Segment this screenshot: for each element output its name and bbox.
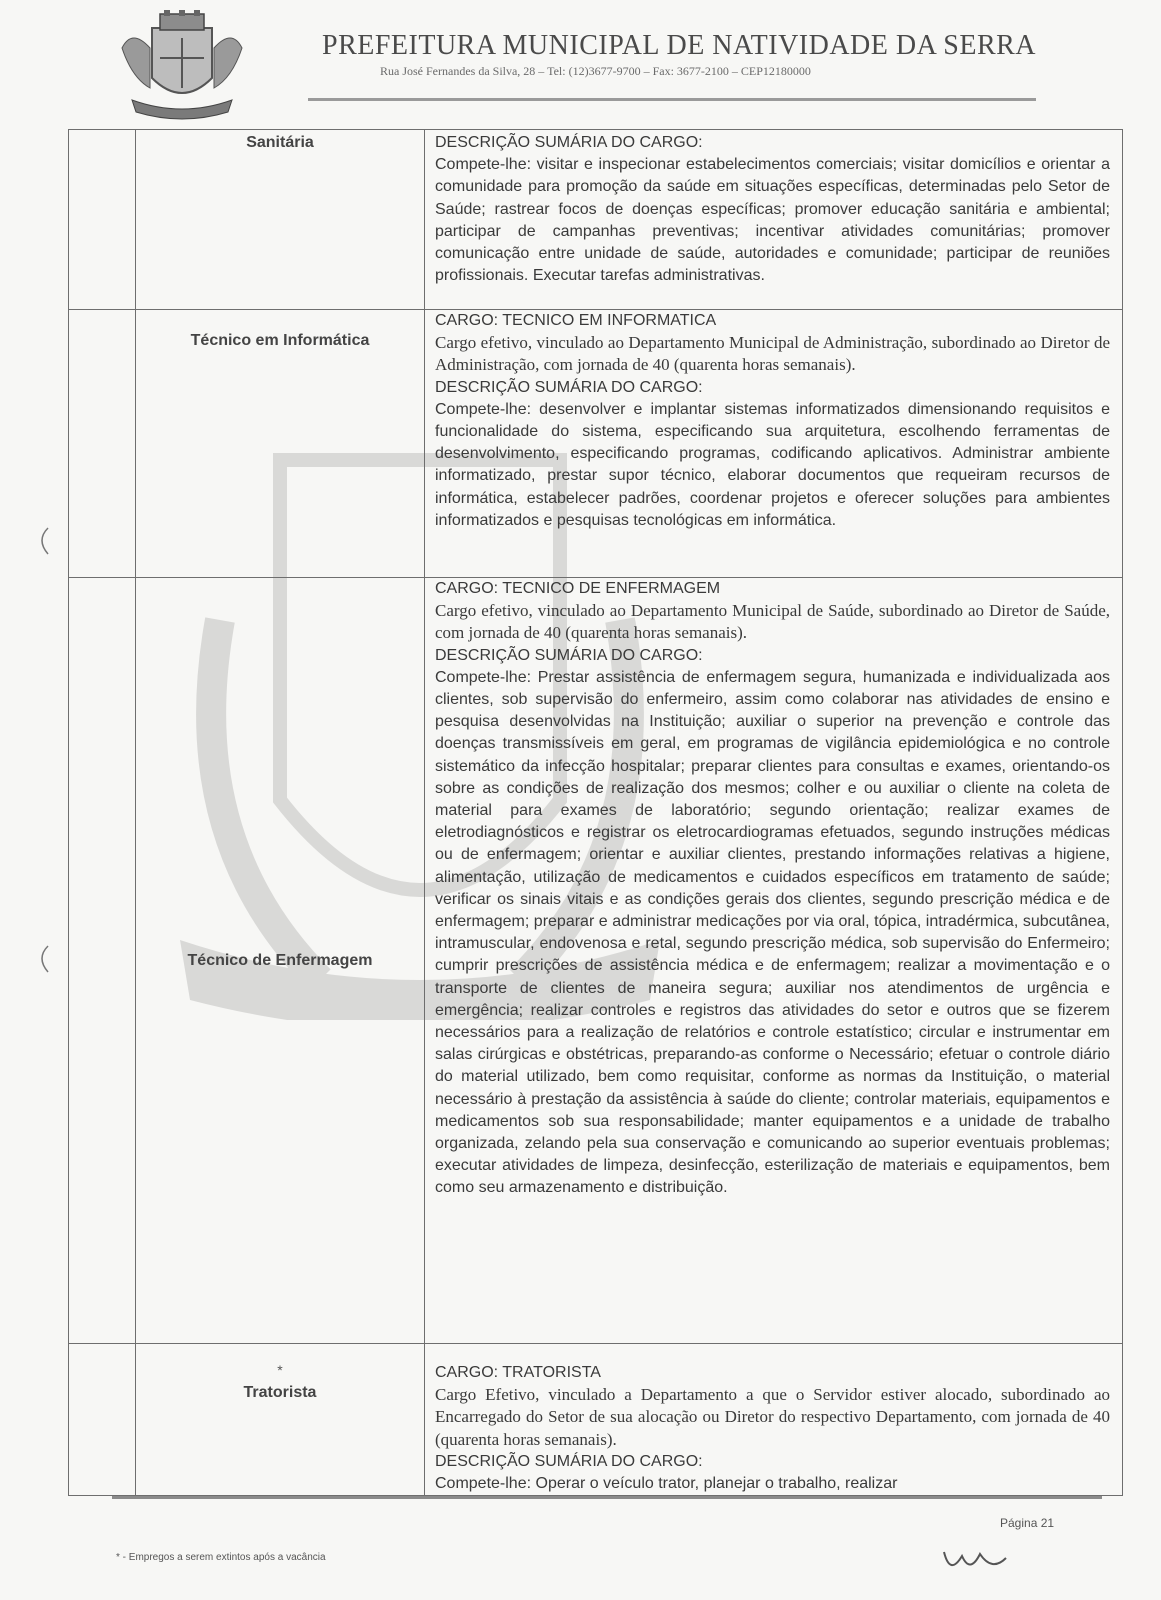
cargo-heading: CARGO: TECNICO EM INFORMATICA: [435, 312, 717, 329]
desc-heading: DESCRIÇÃO SUMÁRIA DO CARGO:: [435, 134, 703, 151]
municipal-crest-logo: [112, 8, 252, 126]
job-title: Técnico em Informática: [190, 332, 370, 349]
job-title: Sanitária: [246, 134, 314, 151]
cargo-text: Cargo efetivo, vinculado ao Departamento Municipal de Saúde, subordinado ao Diretor de Saúde, com jornada de 40 (quarenta horas semanais).: [435, 601, 1110, 643]
table-row: [69, 310, 1123, 578]
header-address: Rua José Fernandes da Silva, 28 – Tel: (12)3677-9700 – Fax: 3677-2100 – CEP12180000: [380, 64, 811, 78]
desc-text: Compete-lhe: Operar o veículo trator, planejar o trabalho, realizar: [435, 1475, 898, 1493]
desc-heading: DESCRIÇÃO SUMÁRIA DO CARGO:: [435, 1452, 703, 1470]
desc-text: Compete-lhe: visitar e inspecionar estabelecimentos comerciais; visitar domicílios e orientar a comunidade para promoção da saúde em situações específicas, determinadas pelo Setor de Saúde; rastrear focos de doenças específicas; promover educação sanitária e ambiental; participar de campanhas preventivas; incentivar atividades comunitárias; promover comunicação entre unidade de saúde, autoridades e comunidade; participar de reuniões profissionais. Executar tarefas administrativas.: [435, 156, 1110, 285]
cargo-text: Cargo efetivo, vinculado ao Departamento Municipal de Administração, subordinado ao Diretor de Administração, com jornada de 40 (quarenta horas semanais).: [435, 333, 1110, 375]
desc-text: Compete-lhe: Prestar assistência de enfermagem segura, humanizada e individualizada aos clientes, sob supervisão do enfermeiro, assim como colaborar nas atividades de ensino e pesquisa desenvolvidas na Instituição; auxiliar o superior na prevenção e controle das doenças transmissíveis em geral, em programas de vigilância epidemiológica e no controle sistemático da infecção hospitalar; preparar clientes para consultas e exames, orientando-os sobre as condições de realização dos mesmos; colher e ou auxiliar o cliente na coleta de material para exames de laboratório; segundo orientação; realizar exames de eletrodiagnósticos e registrar os eletrocardiogramas efetuados, segundo instruções médicas ou de enfermagem; orientar e auxiliar clientes, prestando informações relativas a higiene, alimentação, utilização de medicamentos e cuidados específicos em tratamento de saúde; verificar os sinais vitais e as condições gerais dos clientes, segundo prescrição médica e de enfermagem; preparar e administrar medicações por via oral, tópica, intradérmica, subcutânea, intramuscular, endovenosa e retal, segundo prescrição médica, sob supervisão do Enfermeiro; cumprir prescrições de assistência médica e de enfermagem; realizar a movimentação e o transporte de clientes de maneira segura; auxiliar nos atendimentos de urgência e emergência; realizar controles e registros das atividades do setor e outros que se fizerem necessários para a realização de relatórios e controle estatístico; circular e instrumentar em salas cirúrgicas e obstétricas, preparando-as conforme o Necessário; efetuar o controle diário do material utilizado, bem como requisitar, conforme as normas da Instituição, o material necessário à prestação da assistência à saúde do cliente; controlar materiais, equipamentos e medicamentos sob sua responsabilidade; manter equipamentos e a unidade de trabalho organizada, zelando pela sua conservação e comunicando ao superior eventuais problemas; executar atividades de limpeza, desinfecção, esterilização de materiais e equipamentos, bem como seu armazenamento e distribuição.: [435, 668, 1110, 1197]
desc-heading: DESCRIÇÃO SUMÁRIA DO CARGO:: [435, 378, 703, 396]
cargo-heading: CARGO: TECNICO DE ENFERMAGEM: [435, 580, 721, 597]
desc-text: Compete-lhe: desenvolver e implantar sistemas informatizados dimensionando requisitos e funcionalidade do sistema, especificando sua arquitetura, escolhendo ferramentas de desenvolvimento, especificando programas, codificando aplicativos. Administrar ambiente informatizado, prestar supor técnico, elaborar documentos que requeiram recursos de informática, estabelecer padrões, coordenar projetos e oferecer soluções para ambientes informatizados e pesquisas tecnológicas em informática.: [435, 400, 1110, 529]
extinction-marker: *: [277, 1362, 283, 1378]
desc-heading: DESCRIÇÃO SUMÁRIA DO CARGO:: [435, 646, 703, 664]
table-row: [69, 1344, 1123, 1496]
handwritten-initial: [940, 1538, 1010, 1578]
punch-hole-mark: [36, 526, 50, 556]
job-title: Técnico de Enfermagem: [187, 951, 373, 969]
cargo-heading: CARGO: TRATORISTA: [435, 1364, 601, 1381]
cargo-text: Cargo Efetivo, vinculado a Departamento a que o Servidor estiver alocado, subordinado ao Encarregado do Setor de sua alocação ou Diretor do respectivo Departamento, com jornada de 40 (quarenta horas semanais).: [435, 1385, 1110, 1449]
header-divider: [308, 98, 1036, 101]
job-description-table: [68, 129, 1123, 1496]
footnote: * - Empregos a serem extintos após a vacância: [116, 1552, 326, 1563]
table-row: [69, 130, 1123, 310]
footer-divider: [112, 1496, 1102, 1499]
job-title: Tratorista: [243, 1384, 317, 1401]
header-title: PREFEITURA MUNICIPAL DE NATIVIDADE DA SERRA: [322, 30, 1037, 61]
page-number: Página 21: [1000, 1516, 1055, 1530]
table-row: [69, 578, 1123, 1344]
punch-hole-mark: [36, 944, 50, 974]
